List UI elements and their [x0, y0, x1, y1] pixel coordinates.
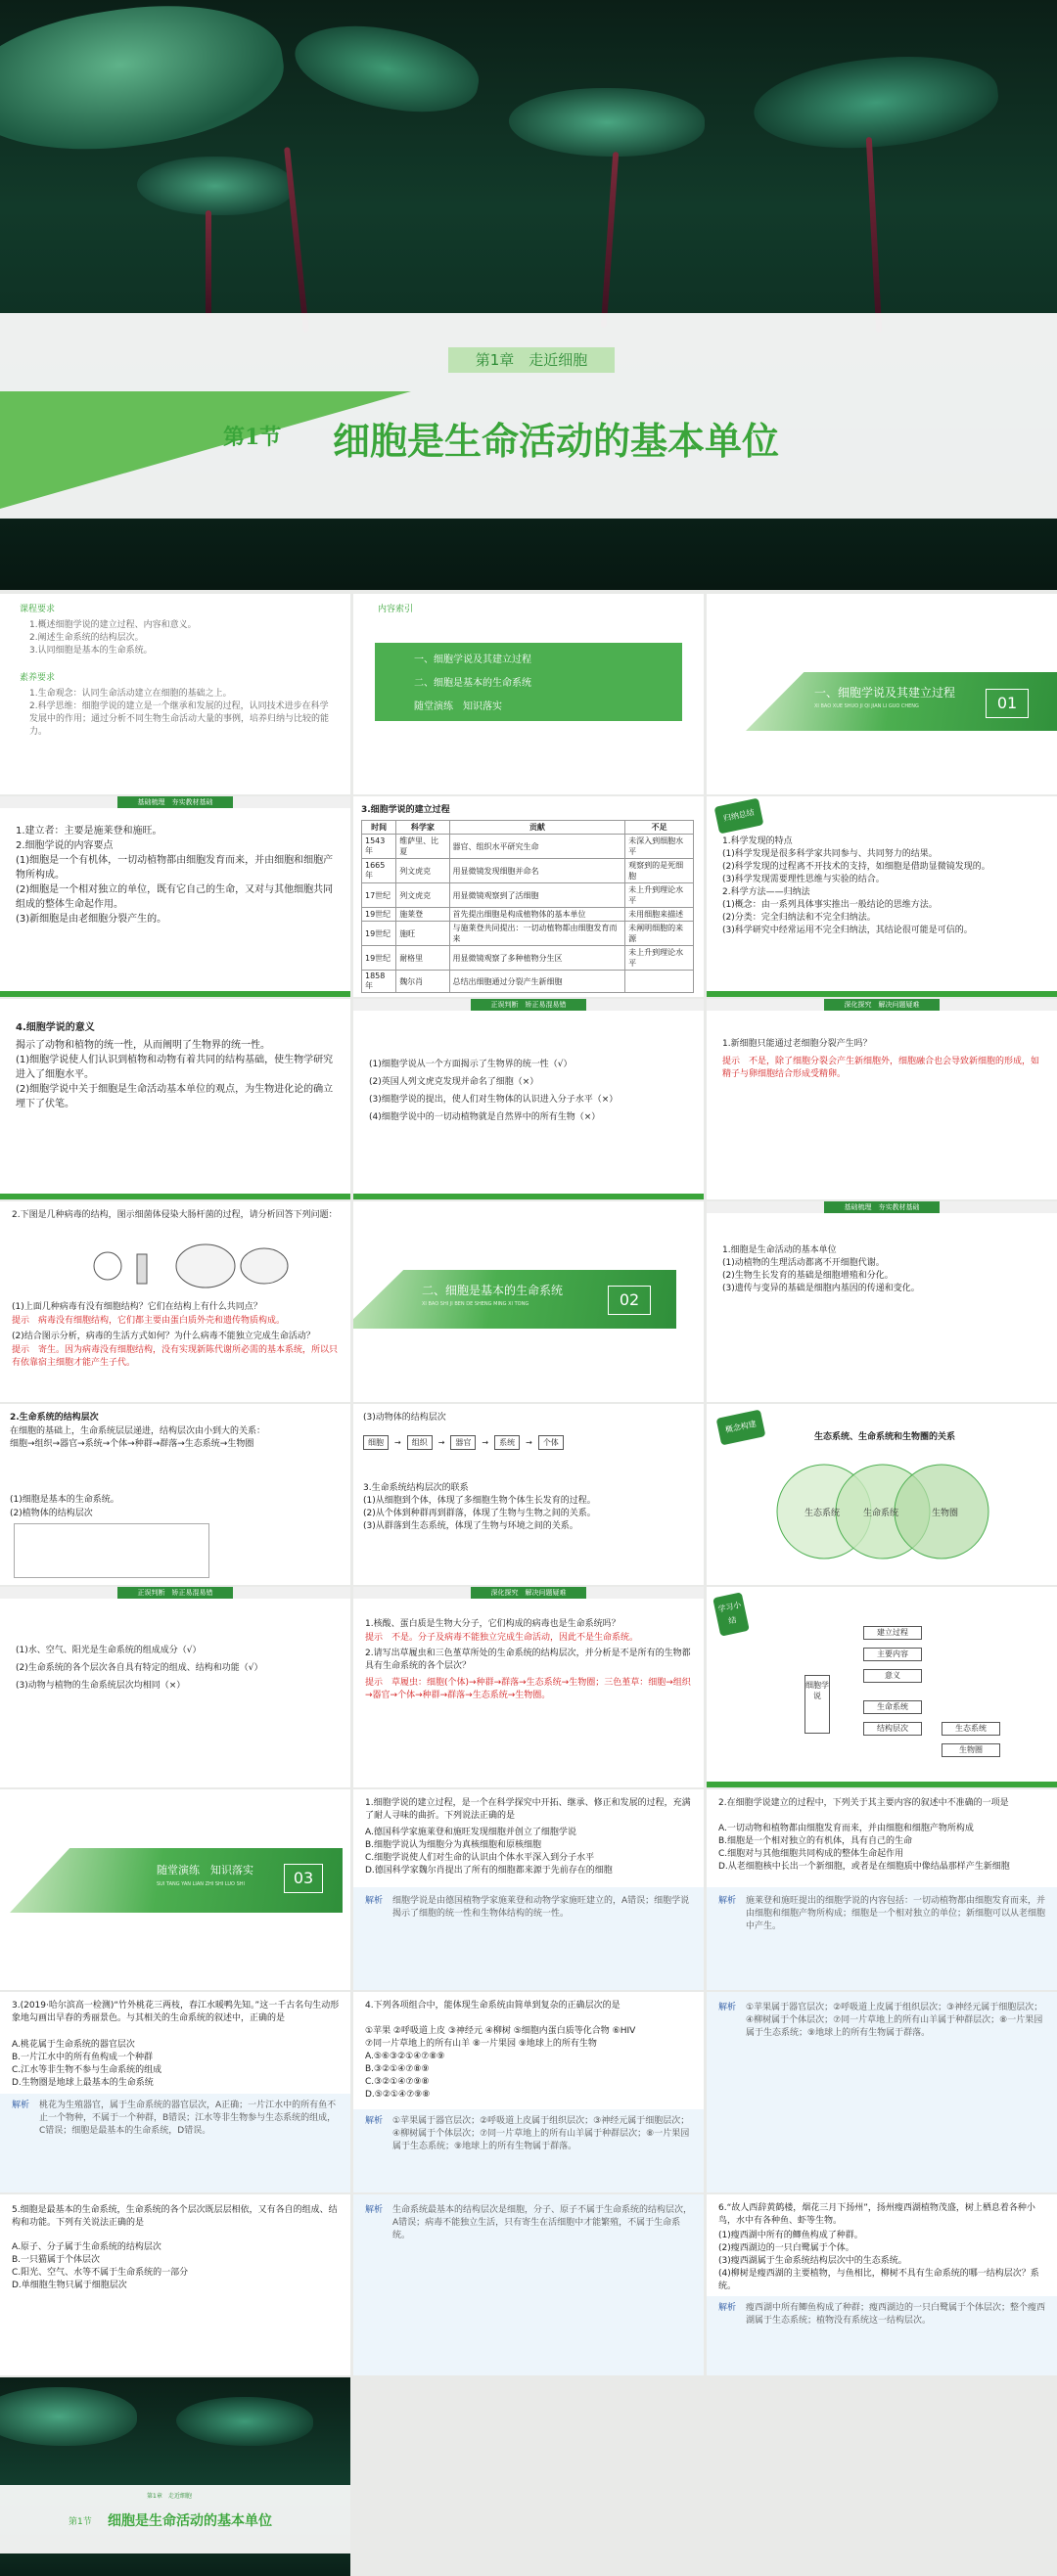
table-row	[362, 922, 694, 946]
table-cell: 未上升到理论水平	[625, 883, 694, 908]
virus-a2: 提示 寄生。因为病毒没有细胞结构，没有实现新陈代谢所必需的基本系统，所以只有依靠宿主细胞才能产生子代。	[12, 1345, 339, 1368]
table-cell: 用显微镜观察了多种植物分生区	[449, 946, 625, 971]
slide-toc	[353, 594, 704, 794]
ring-label: 生命系统	[863, 1509, 899, 1518]
table-cell: 17世纪	[362, 883, 396, 908]
q5-options	[12, 2241, 341, 2292]
plant-diagram	[14, 1523, 209, 1578]
part-number: 03	[284, 1864, 323, 1893]
virus-icon	[137, 1254, 147, 1284]
deep2-a2: 提示 草履虫：细胞(个体)→种群→群落→生态系统→生物圈；三色堇草：细胞→组织→器官→个体→种群→群落→生态系统→生物圈。	[365, 1678, 691, 1700]
table-cell: 总结出细胞通过分裂产生新细胞	[449, 971, 625, 993]
end-band	[0, 2485, 350, 2553]
map-tag: 学习小结	[712, 1592, 750, 1636]
slide-levels	[0, 1404, 350, 1585]
q6-item: (4)柳树是瘦西湖的主要植物，与鱼相比，柳树不具有生命系统的哪一结构层次？系统。	[718, 2269, 1039, 2291]
levels-title: 2.生命系统的结构层次	[10, 1413, 99, 1423]
toc-label: 内容索引	[378, 605, 414, 614]
q5-exp-label: 解析	[365, 2205, 384, 2215]
slide-question5	[0, 2194, 350, 2375]
table-cell: 与施莱登共同提出：一切动植物都由细胞发育而来	[449, 922, 625, 946]
concept-title: 生态系统、生命系统和生物圈的关系	[814, 1432, 956, 1442]
virus-icon	[94, 1252, 121, 1280]
req-list	[29, 619, 333, 657]
table-cell: 19世纪	[362, 946, 396, 971]
option[interactable]: D.⑤②①④⑦⑨⑧	[365, 2090, 431, 2100]
option[interactable]: C.细胞对与其他细胞共同构成的整体生命起作用	[718, 1849, 904, 1859]
end-title: 细胞是生命活动的基本单位	[108, 2513, 272, 2529]
leaf-decoration	[288, 14, 484, 123]
q1-options	[365, 1827, 694, 1877]
table-cell: 19世纪	[362, 908, 396, 922]
deep2-q1: 1.核酸、蛋白质是生物大分子，它们构成的病毒也是生命系统吗？	[365, 1619, 620, 1629]
q4-stem: 4.下列各项组合中，能体现生命系统由简单到复杂的正确层次的是	[365, 2001, 620, 2011]
virus-a1: 提示 病毒没有细胞结构，它们都主要由蛋白质外壳和遗传物质构成。	[12, 1316, 286, 1326]
q3-options	[12, 2039, 341, 2090]
table-cell: 1665年	[362, 859, 396, 883]
option: ⑦同一片草地上的所有山羊 ⑧一片果园 ⑨地球上的所有生物	[365, 2039, 597, 2049]
req-item: 3.认同细胞是基本的生命系统。	[29, 646, 153, 655]
part-subtitle: SUI TANG YAN LIAN ZHI SHI LUO SHI	[157, 1881, 245, 1887]
req-label: 课程要求	[20, 605, 56, 614]
section-header: 基础梳理 夯实教材基础	[824, 1201, 940, 1213]
table-row	[362, 835, 694, 859]
table-row	[362, 971, 694, 993]
slide-meaning	[0, 999, 350, 1199]
q2-stem: 2.在细胞学说建立的过程中，下列关于其主要内容的叙述中不准确的一项是	[718, 1798, 1009, 1808]
meaning-text: 揭示了动物和植物的统一性，从而阐明了生物界的统一性。 (1)细胞学说使人们认识到植物和动物有着共同的结构基础，使生物学研究进入了细胞水平。 (2)细胞学说中关于细胞是生命活动基本单位的观点，为生物进化论的确立埋下了伏笔。	[16, 1040, 334, 1109]
summary-tag: 归纳总结	[714, 798, 764, 835]
table-cell: 1858年	[362, 971, 396, 993]
slide-question6	[707, 2194, 1057, 2375]
q5-explanation: 生命系统最基本的结构层次是细胞，分子、原子不属于生命系统的结构层次，A错误；病毒不能独立生活，只有寄生在活细胞中才能繁殖，不属于生命系统。	[392, 2205, 693, 2240]
judge-item: (4)细胞学说中的一切动植物就是自然界中的所有生物（×）	[369, 1112, 601, 1122]
basic-text: 1.建立者：主要是施莱登和施旺。 2.细胞学说的内容要点 (1)细胞是一个有机体，一切动植物都由细胞发育而来，并由细胞和细胞产物所构成。 (2)细胞是一个相对独立的单位，既有它自己的生命，又对与其他细胞共同组成的整体生命起作用。 (3)新细胞是由老细胞分裂产生的。	[16, 826, 334, 925]
table-cell	[625, 971, 694, 993]
option[interactable]: C.细胞学说使人们对生命的认识由个体水平深入到分子水平	[365, 1853, 595, 1863]
q4-explanation: ①苹果属于器官层次；②呼吸道上皮属于组织层次；③神经元属于细胞层次；④柳树属于个体层次；⑦同一片草地上的所有山羊属于种群层次；⑧一片果园属于生态系统；⑨地球上的所有生物属于群落。	[392, 2116, 690, 2151]
section-header: 基础梳理 夯实教材基础	[117, 796, 233, 808]
map-node: 意义	[863, 1669, 922, 1683]
option[interactable]: B.细胞是一个相对独立的有机体，具有自己的生命	[718, 1836, 913, 1846]
slide-part2	[353, 1201, 704, 1402]
slide-basic2	[707, 1201, 1057, 1402]
stem-decoration	[284, 147, 309, 333]
literacy-text: 1.生命观念：认同生命活动建立在细胞的基础之上。 2.科学思维：细胞学说的建立是一个继承和发展的过程，认同技术进步在科学发展中的作用；通过分析不同生物生命活动大量的事例，培养归纳与比较的能力。	[29, 689, 330, 737]
q5-stem: 5.细胞是最基本的生命系统，生命系统的各个层次既层层相依，又有各自的组成、结构和功能。下列有关说法正确的是	[12, 2205, 338, 2228]
table-cell: 未上升到理论水平	[625, 946, 694, 971]
stem-decoration	[206, 210, 211, 318]
table-cell: 1543年	[362, 835, 396, 859]
cover-slide	[0, 0, 1057, 590]
flow-node: 系统	[494, 1435, 520, 1450]
part-number: 02	[608, 1286, 651, 1315]
slide-animal	[353, 1404, 704, 1585]
virus-text: 2.下图是几种病毒的结构，图示细菌体侵染大肠杆菌的过程，请分析回答下列问题：	[12, 1210, 338, 1220]
virus-q1: (1)上面几种病毒有没有细胞结构？它们在结构上有什么共同点？	[12, 1302, 262, 1312]
q6-items	[718, 2230, 1047, 2293]
judge2-list	[16, 1642, 339, 1695]
concept-tag: 概念构建	[716, 1410, 766, 1446]
title-band	[0, 313, 1057, 519]
slide-summary	[707, 796, 1057, 997]
slide-timeline-table	[353, 796, 704, 997]
q2-explanation: 施莱登和施旺提出的细胞学说的内容包括：一切动植物都由细胞发育而来，并由细胞和细胞产物所构成；细胞是一个相对独立的单位；新细胞可以从老细胞中产生。	[746, 1896, 1046, 1931]
option: ①苹果 ②呼吸道上皮 ③神经元 ④柳树 ⑤细胞内蛋白质等化合物 ⑥HIV	[365, 2026, 636, 2036]
map-node: 主要内容	[863, 1648, 922, 1661]
slide-judge2	[0, 1587, 350, 1787]
part-title: 一、细胞学说及其建立过程	[814, 686, 956, 700]
option[interactable]: B.一只猫属于个体层次	[12, 2255, 101, 2265]
option[interactable]: B.细胞学说认为细胞分为真核细胞和原核细胞	[365, 1840, 542, 1850]
table-cell: 首先提出细胞是构成植物体的基本单位	[449, 908, 625, 922]
leaf-decoration	[509, 88, 705, 157]
virus-diagram	[78, 1237, 294, 1295]
map-node: 建立过程	[863, 1626, 922, 1640]
slide-question3	[0, 1992, 350, 2192]
map-node: 生命系统	[863, 1700, 922, 1714]
leaf-decoration	[137, 157, 294, 215]
option[interactable]: A.德国科学家施莱登和施旺发现细胞并创立了细胞学说	[365, 1828, 576, 1837]
slide-part1	[707, 594, 1057, 794]
ring-label: 生态系统	[804, 1509, 841, 1518]
basic2-text: 1.细胞是生命活动的基本单位 (1)动植物的生理活动都离不开细胞代谢。 (2)生物生长发育的基础是细胞增殖和分化。 (3)遗传与变异的基础是细胞内基因的传递和变化。	[722, 1245, 920, 1293]
map-node: 生物圈	[942, 1743, 1000, 1757]
table-cell: 观察到的是死细胞	[625, 859, 694, 883]
bacteria-icon	[176, 1244, 235, 1288]
slide-judge	[353, 999, 704, 1199]
q6-item: (1)瘦西湖中所有的鲫鱼构成了种群。	[718, 2231, 863, 2240]
deep2-a1: 提示 不是。分子及病毒不能独立完成生命活动，因此不是生命系统。	[365, 1633, 639, 1643]
judge-item: (3)动物与植物的生命系统层次均相同（×）	[16, 1681, 186, 1691]
q3-explanation: 桃花为生殖器官，属于生命系统的器官层次，A正确；一片江水中的所有鱼不止一个物种，不属于一个种群，B错误；江水等非生物参与生态系统的组成，C错误；细胞是最基本的生命系统，D错误。	[39, 2101, 337, 2136]
flow-node: 器官	[450, 1435, 476, 1450]
table-cell: 器官、组织水平研究生命	[449, 835, 625, 859]
table-cell: 19世纪	[362, 922, 396, 946]
end-chapter: 第1章 走近细胞	[147, 2493, 192, 2500]
q2-options	[718, 1823, 1047, 1874]
table-row	[362, 946, 694, 971]
q3-exp-label: 解析	[12, 2101, 30, 2110]
flow-node: 个体	[538, 1435, 564, 1450]
map-node: 结构层次	[863, 1722, 922, 1736]
animal-title: (3)动物体的结构层次	[363, 1413, 446, 1423]
slide-deep	[707, 999, 1057, 1199]
slide-basic	[0, 796, 350, 997]
q1-explanation: 细胞学说是由德国植物学家施莱登和动物学家施旺建立的，A错误；细胞学说揭示了细胞的统一性和生物体结构的统一性。	[392, 1896, 690, 1919]
table-cell: 维萨里、比夏	[396, 835, 449, 859]
exp-text: ①苹果属于器官层次；②呼吸道上皮属于组织层次；③神经元属于细胞层次；④柳树属于个体层次；⑦同一片草地上的所有山羊属于种群层次；⑧一片果园属于生态系统；⑨地球上的所有生物属于群落。	[746, 2003, 1043, 2038]
leaf-decoration	[0, 2387, 137, 2446]
slide-question4-exp	[707, 1992, 1057, 2192]
virus-q2: (2)结合图示分析，病毒的生活方式如何？为什么病毒不能独立完成生命活动？	[12, 1332, 315, 1341]
option[interactable]: C.江水等非生物不参与生命系统的组成	[12, 2065, 162, 2075]
table-header: 贡献	[449, 821, 625, 835]
concept-diagram	[765, 1453, 1000, 1570]
table-cell: 施旺	[396, 922, 449, 946]
part-title: 随堂演练 知识落实	[157, 1864, 253, 1876]
option[interactable]: A.桃花属于生命系统的器官层次	[12, 2040, 135, 2050]
levels-q1: (1)细胞是基本的生命系统。	[10, 1495, 119, 1505]
slide-concept	[707, 1404, 1057, 1585]
q6-explanation: 瘦西湖中所有鲫鱼构成了种群；瘦西湖边的一只白鹭属于个体层次；整个瘦西湖属于生态系统；植物没有系统这一结构层次。	[746, 2303, 1046, 2326]
option[interactable]: A.⑤⑥③②①④⑦⑧⑨	[365, 2052, 445, 2061]
section-header: 深化探究 解决问题疑难	[824, 999, 940, 1011]
table-cell: 未阐明细胞的来源	[625, 922, 694, 946]
slide-deep2	[353, 1587, 704, 1787]
judge-item: (1)细胞学说从一个方面揭示了生物界的统一性（√）	[369, 1060, 573, 1069]
option[interactable]: C.阳光、空气、水等不属于生命系统的一部分	[12, 2268, 189, 2278]
end-section: 第1节	[69, 2517, 92, 2527]
slide-map	[707, 1587, 1057, 1787]
map-node: 生态系统	[942, 1722, 1000, 1736]
q1-exp-label: 解析	[365, 1896, 384, 1906]
table-cell: 用显微镜观察到了活细胞	[449, 883, 625, 908]
table-header: 科学家	[396, 821, 449, 835]
table-title: 3.细胞学说的建立过程	[361, 805, 450, 815]
stem-decoration	[866, 137, 882, 333]
section-header: 正误判断 矫正易混易错	[471, 999, 586, 1011]
option[interactable]: D.单细胞生物只属于细胞层次	[12, 2281, 127, 2290]
q4-options	[365, 2025, 694, 2101]
table-cell: 施莱登	[396, 908, 449, 922]
option[interactable]: D.从老细胞核中长出一个新细胞，或者是在细胞质中像结晶那样产生新细胞	[718, 1862, 1010, 1872]
page-title: 细胞是生命活动的基本单位	[333, 420, 780, 463]
table-cell: 魏尔肖	[396, 971, 449, 993]
slide-question1	[353, 1789, 704, 1990]
judge-item: (1)水、空气、阳光是生命系统的组成成分（√）	[16, 1646, 202, 1655]
option[interactable]: A.一切动物和植物都由细胞发育而来，并由细胞和细胞产物所构成	[718, 1824, 974, 1833]
deep2-q2: 2.请写出草履虫和三色堇草所处的生命系统的结构层次，并分析是不是所有的生物都具有生命系统的各个层次？	[365, 1649, 691, 1671]
levels-q2: (2)植物体的结构层次	[10, 1509, 93, 1518]
q6-exp-label: 解析	[718, 2303, 737, 2313]
animal-text: 3.生命系统结构层次的联系 (1)从细胞到个体，体现了多细胞生物个体生长发育的过程。 (2)从个体到种群再到群落，体现了生物与生物之间的关系。 (3)从群落到生态系统，体现了生物与环境之间的关系。	[363, 1483, 596, 1531]
toc-item[interactable]: 随堂演练 知识落实	[414, 701, 502, 712]
flow-node: 细胞	[363, 1435, 389, 1450]
option[interactable]: A.原子、分子属于生命系统的结构层次	[12, 2242, 161, 2252]
judge-item: (2)英国人列文虎克发现并命名了细胞（×）	[369, 1077, 539, 1087]
slide-virus	[0, 1201, 350, 1402]
q6-stem: 6.“故人西辞黄鹤楼，烟花三月下扬州”，扬州瘦西湖植物茂盛，树上栖息着各种小鸟，水中有各种鱼、虾等生物。	[718, 2203, 1035, 2226]
levels-text: 在细胞的基础上，生命系统层层递进，结构层次由小到大的关系： 细胞→组织→器官→系统→个体→种群→群落→生态系统→生物圈	[10, 1426, 266, 1449]
section-number: 第1节	[223, 425, 282, 450]
table-cell: 用显微镜发现细胞并命名	[449, 859, 625, 883]
slide-part3	[0, 1789, 350, 1990]
slide-question5-exp	[353, 2194, 704, 2375]
chapter-label: 第1章 走近细胞	[448, 347, 615, 373]
literacy-label: 素养要求	[20, 673, 56, 683]
mind-map	[804, 1616, 1020, 1773]
q6-item: (2)瘦西湖边的一只白鹭属于个体。	[718, 2243, 854, 2253]
part-number: 01	[986, 689, 1029, 718]
part-subtitle: XI BAO XUE SHUO JI QI JIAN LI GUO CHENG	[814, 703, 919, 709]
leaf-decoration	[0, 0, 292, 168]
section-header: 正误判断 矫正易混易错	[117, 1587, 233, 1599]
slide-question2	[707, 1789, 1057, 1990]
ring-label: 生物圈	[932, 1509, 959, 1518]
judge-list	[369, 1056, 692, 1126]
judge-item: (3)细胞学说的提出，使人们对生物体的认识进入分子水平（×）	[369, 1095, 619, 1105]
option[interactable]: D.德国科学家魏尔肖提出了所有的细胞都来源于先前存在的细胞	[365, 1866, 613, 1876]
leaf-decoration	[750, 46, 1002, 159]
stem-decoration	[601, 152, 620, 328]
q6-item: (3)瘦西湖属于生命系统结构层次中的生态系统。	[718, 2256, 907, 2266]
table-cell: 列文虎克	[396, 859, 449, 883]
map-node: 细胞学说	[804, 1675, 830, 1734]
q3-stem: 3.(2019·哈尔滨高一检测)“竹外桃花三两枝，春江水暖鸭先知。”这一千古名句生动形象地勾画出早春的秀丽景色。与其相关的生命系统的叙述中，正确的是	[12, 2001, 340, 2023]
flow-node: 组织	[407, 1435, 433, 1450]
table-header: 不足	[625, 821, 694, 835]
toc-item[interactable]: 一、细胞学说及其建立过程	[414, 655, 531, 665]
table-row	[362, 883, 694, 908]
q4-exp-label: 解析	[365, 2116, 384, 2126]
meaning-title: 4.细胞学说的意义	[16, 1022, 95, 1033]
table-cell: 未深入到细胞水平	[625, 835, 694, 859]
deep-answer: 提示 不是，除了细胞分裂会产生新细胞外，细胞融合也会导致新细胞的形成，如精子与卵细胞结合形成受精卵。	[722, 1057, 1040, 1079]
history-table	[361, 820, 694, 993]
table-row	[362, 859, 694, 883]
table-row	[362, 908, 694, 922]
option[interactable]: B.一片江水中的所有鱼构成一个种群	[12, 2053, 154, 2062]
bacteria-icon	[241, 1248, 288, 1284]
deep-question: 1.新细胞只能通过老细胞分裂产生吗？	[722, 1039, 872, 1049]
table-header-row	[362, 821, 694, 835]
toc-box	[375, 643, 682, 721]
option[interactable]: B.③②①④⑦⑧⑨	[365, 2064, 430, 2074]
summary-text: 1.科学发现的特点 (1)科学发现是很多科学家共同参与、共同努力的结果。 (2)科学发现的过程离不开技术的支持，如细胞是借助显微镜发现的。 (3)科学发现需要理性思维与实验的结合。 2.科学方法——归纳法 (1)概念：由一系列具体事实推出一般结论的思维方法。 (2)分类：完全归纳法和不完全归纳法。 (3)科学研究中经常运用不完全归纳法，其结论很可能是可信的。	[722, 836, 990, 935]
q1-stem: 1.细胞学说的建立过程，是一个在科学探究中开拓、继承、修正和发展的过程，充满了耐人寻味的曲折。下列说法正确的是	[365, 1798, 691, 1821]
option[interactable]: D.生物圈是地球上最基本的生命系统	[12, 2078, 154, 2088]
section-header: 深化探究 解决问题疑难	[471, 1587, 586, 1599]
part-subtitle: XI BAO SHI JI BEN DE SHENG MING XI TONG	[422, 1301, 529, 1307]
part-title: 二、细胞是基本的生命系统	[422, 1284, 564, 1297]
leaf-decoration	[176, 2397, 313, 2446]
toc-list	[414, 649, 531, 719]
exp-label: 解析	[718, 2003, 737, 2012]
animal-flow: 细胞 → 组织 → 器官 → 系统 → 个体	[363, 1435, 564, 1450]
q2-exp-label: 解析	[718, 1896, 737, 1906]
slide-requirements	[0, 594, 350, 794]
table-cell: 列文虎克	[396, 883, 449, 908]
table-header: 时间	[362, 821, 396, 835]
table-cell: 未用细胞来描述	[625, 908, 694, 922]
toc-item[interactable]: 二、细胞是基本的生命系统	[414, 678, 531, 689]
req-item: 2.阐述生命系统的结构层次。	[29, 633, 144, 643]
judge-item: (2)生命系统的各个层次各自具有特定的组成、结构和功能（√）	[16, 1663, 263, 1673]
req-item: 1.概述细胞学说的建立过程、内容和意义。	[29, 620, 197, 630]
slide-question4	[353, 1992, 704, 2192]
end-slide	[0, 2377, 350, 2576]
table-cell: 耐格里	[396, 946, 449, 971]
option[interactable]: C.③②①④⑦⑨⑧	[365, 2077, 430, 2087]
